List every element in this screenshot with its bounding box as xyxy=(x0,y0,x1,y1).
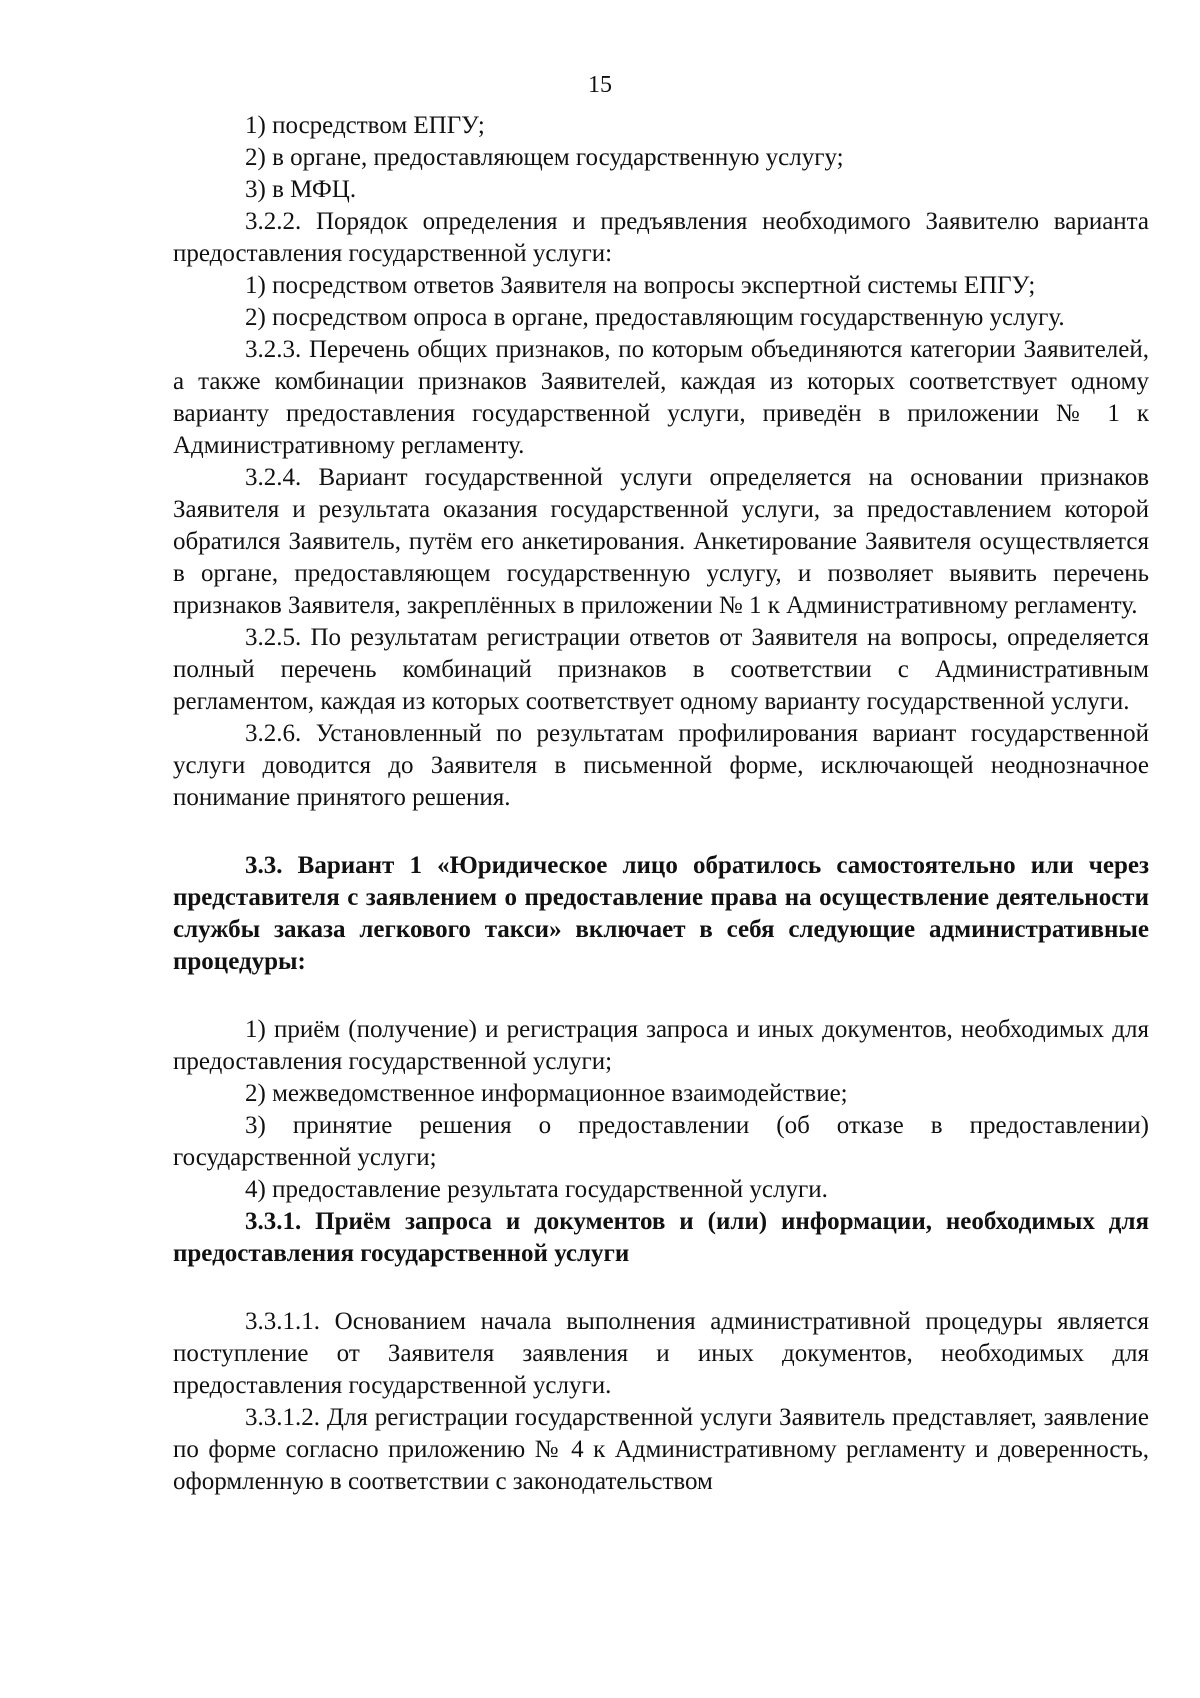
paragraph: 2) в органе, предоставляющем государственную услугу; xyxy=(245,144,844,171)
paragraph: 3.2.6. Установленный по результатам профилирования вариант государственной услуги доводится до Заявителя в письменной форме, исключающей неоднозначное понимание принятого решения. xyxy=(173,720,1149,811)
paragraph: 3) в МФЦ. xyxy=(245,176,357,203)
paragraph-spacer xyxy=(173,814,1149,850)
paragraph: 3.2.4. Вариант государственной услуги определяется на основании признаков Заявителя и результата оказания государственной услуги, за предоставлением которой обратился Заявитель, путём его анкетирования. Анкетирование Заявителя осуществляется в органе, предоставляющем государственную услугу, и позволяет выявить перечень признаков Заявителя, закреплённых в приложении № 1 к Административному регламенту. xyxy=(173,464,1149,619)
paragraph: 3.2.2. Порядок определения и предъявления необходимого Заявителю варианта предоставления государственной услуги: xyxy=(173,208,1149,267)
paragraph: 2) посредством опроса в органе, предоставляющим государственную услугу. xyxy=(245,304,1065,331)
paragraph: 3.3.1.2. Для регистрации государственной услуги Заявитель представляет, заявление по форме согласно приложению № 4 к Административному регламенту и доверенность, оформленную в соответствии с законодательством xyxy=(173,1404,1149,1495)
section-heading: 3.3. Вариант 1 «Юридическое лицо обратилось самостоятельно или через представителя с заявлением о предоставление права на осуществление деятельности службы заказа легкового такси» включает в себя следующие административные процедуры: xyxy=(173,852,1149,975)
paragraph-spacer xyxy=(173,978,1149,1014)
paragraph: 1) посредством ответов Заявителя на вопросы экспертной системы ЕПГУ; xyxy=(245,272,1036,299)
paragraph-spacer xyxy=(173,1270,1149,1306)
paragraph: 1) посредством ЕПГУ; xyxy=(245,112,485,139)
paragraph: 3) принятие решения о предоставлении (об отказе в предоставлении) государственной услуги; xyxy=(173,1112,1149,1171)
paragraph: 3.3.1.1. Основанием начала выполнения административной процедуры является поступление от Заявителя заявления и иных документов, необходимых для предоставления государственной услуги. xyxy=(173,1308,1149,1399)
section-heading: 3.3.1. Приём запроса и документов и (или) информации, необходимых для предоставления государственной услуги xyxy=(173,1208,1149,1267)
paragraph: 3.2.5. По результатам регистрации ответов от Заявителя на вопросы, определяется полный перечень комбинаций признаков в соответствии с Административным регламентом, каждая из которых соответствует одному варианту государственной услуги. xyxy=(173,624,1149,715)
page-number: 15 xyxy=(588,72,612,98)
paragraph: 1) приём (получение) и регистрация запроса и иных документов, необходимых для предоставления государственной услуги; xyxy=(173,1016,1149,1075)
paragraph: 4) предоставление результата государственной услуги. xyxy=(245,1176,828,1203)
paragraph: 3.2.3. Перечень общих признаков, по которым объединяются категории Заявителей, а также комбинации признаков Заявителей, каждая из которых соответствует одному варианту предоставления государственной услуги, приведён в приложении № 1 к Административному регламенту. xyxy=(173,336,1149,459)
paragraph: 2) межведомственное информационное взаимодействие; xyxy=(245,1080,848,1107)
document-body xyxy=(173,110,1149,1498)
